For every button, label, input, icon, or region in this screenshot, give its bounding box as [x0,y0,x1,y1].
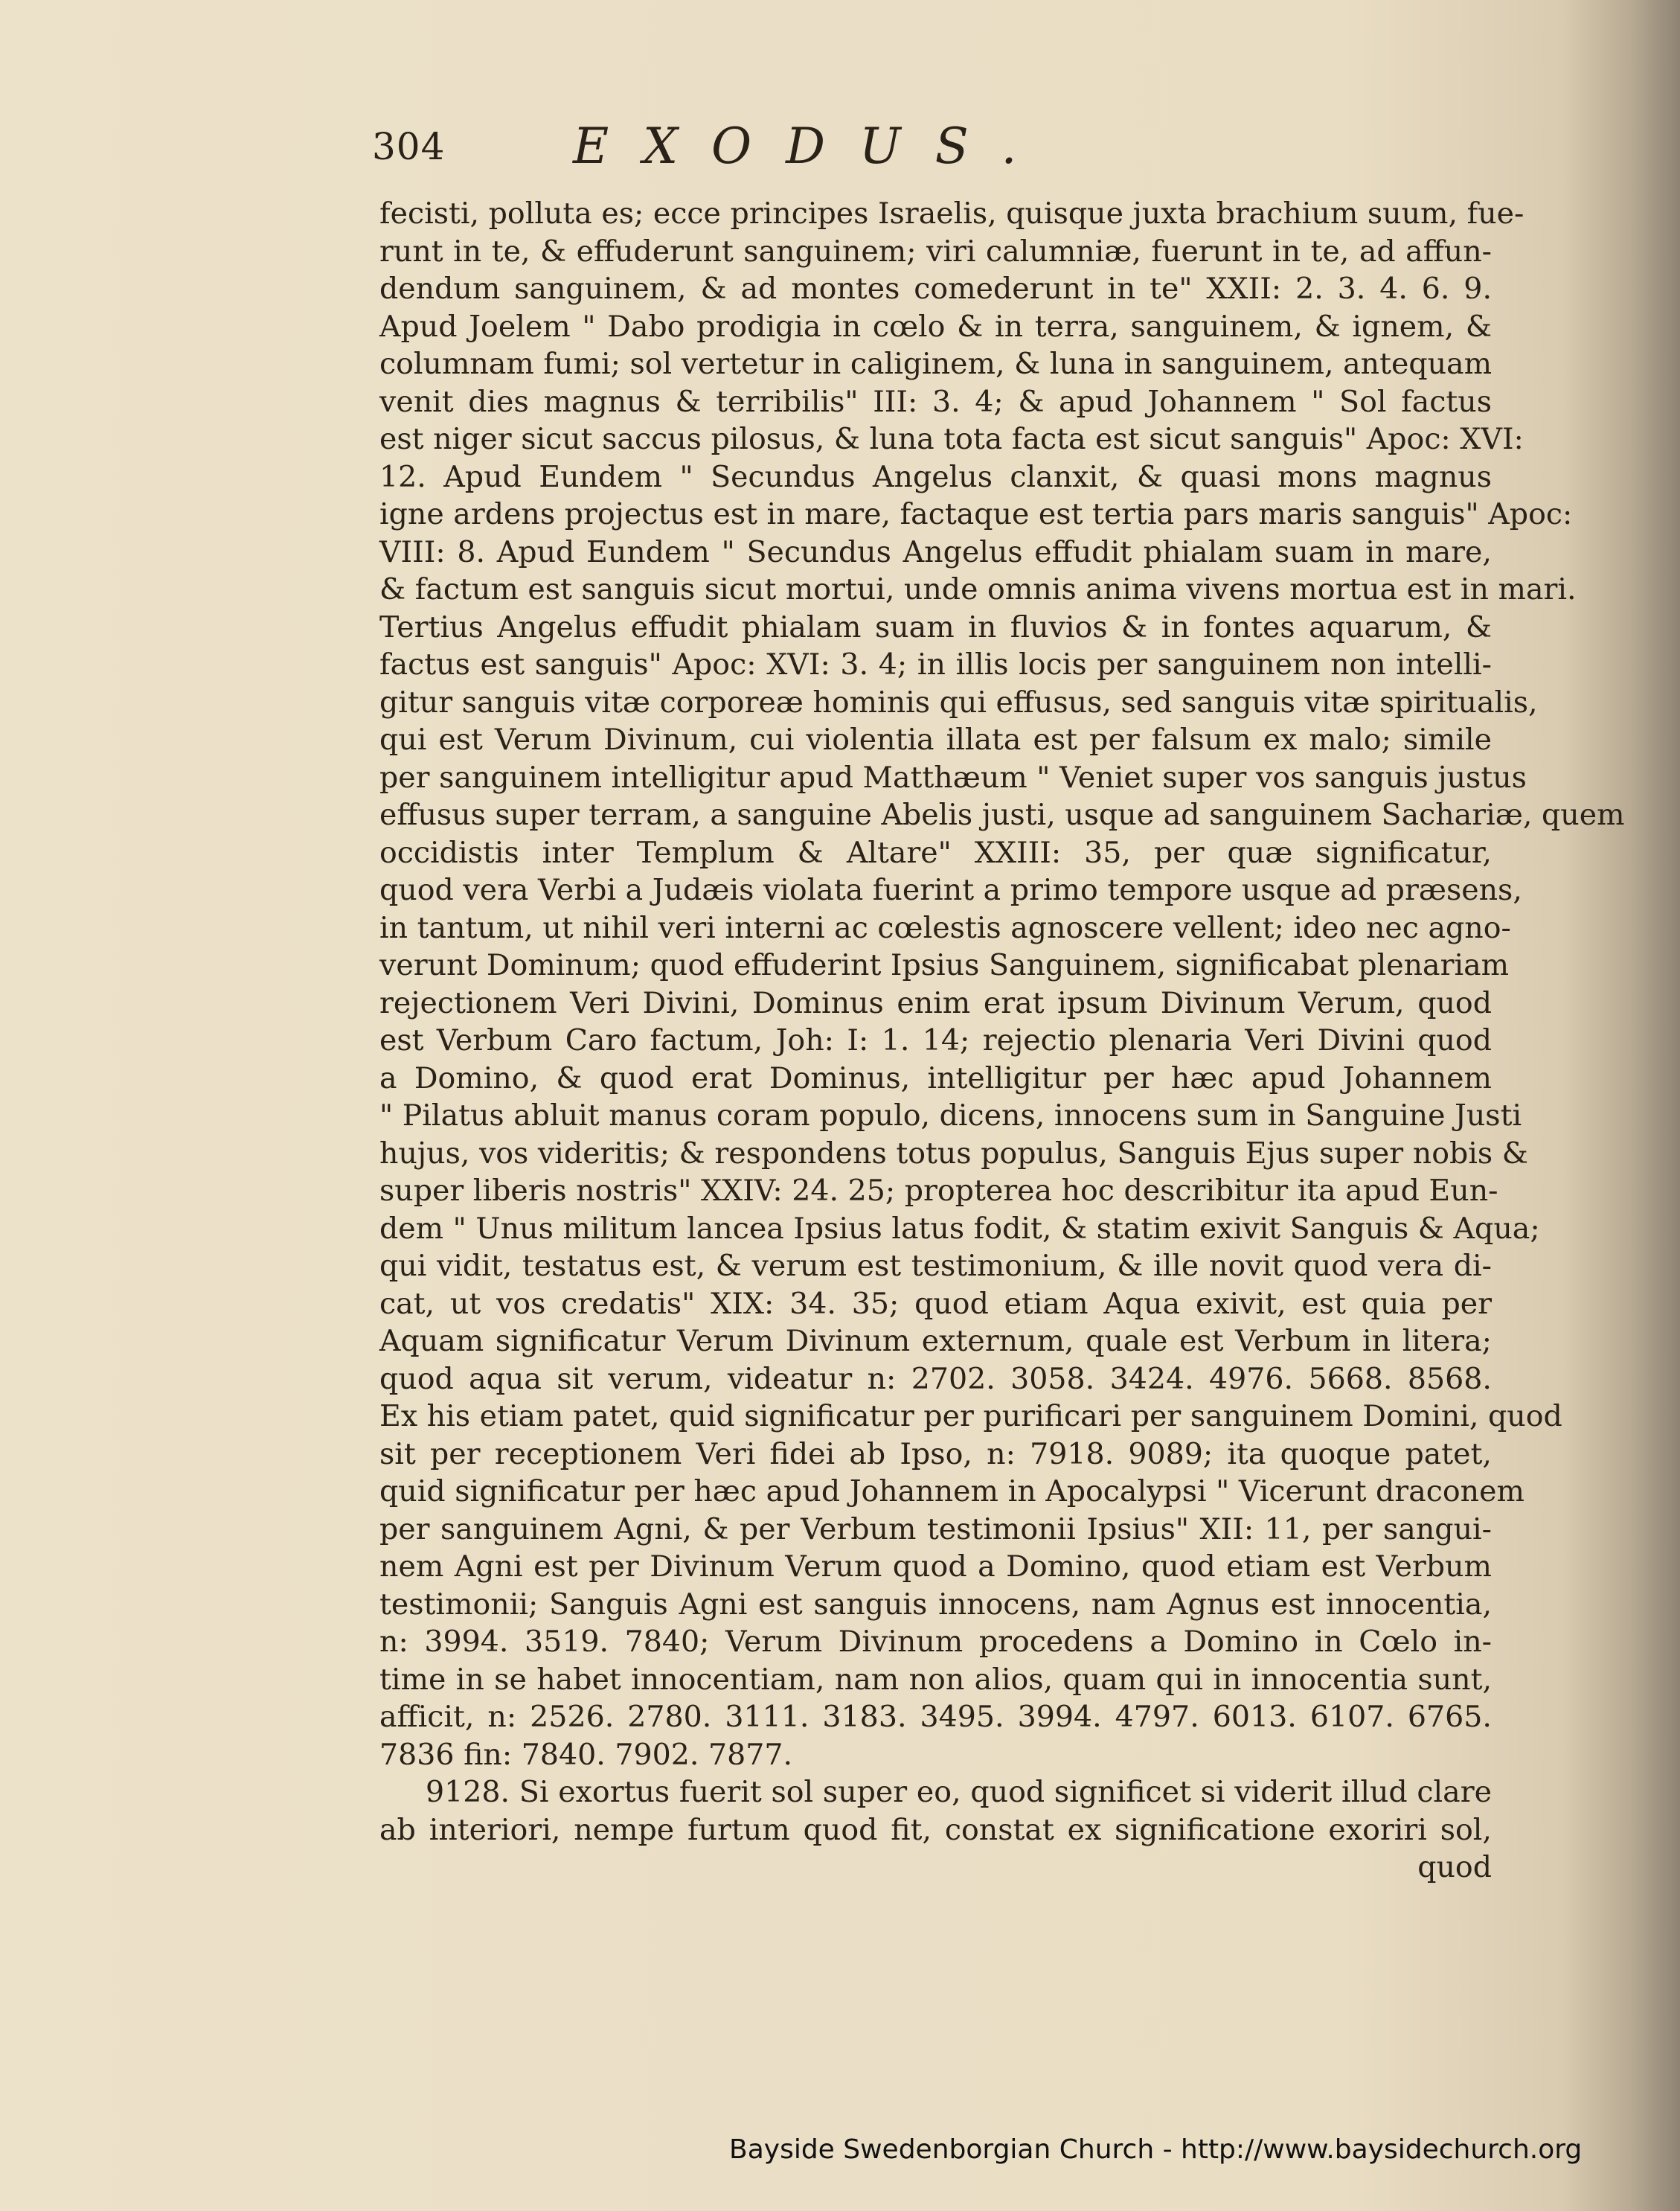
text-line: " Pilatus abluit manus coram populo, dicens, innocens sum in Sanguine Justi [379,1098,1522,1133]
text-line: n: 3994. 3519. 7840; Verum Divinum procedens a Domino in Cœlo in- [379,1625,1492,1659]
text-line: in tantum, ut nihil veri interni ac cœlestis agnoscere vellent; ideo nec agno- [379,910,1511,945]
text-line: 12. Apud Eundem " Secundus Angelus clanxit, & quasi mons magnus [379,459,1492,494]
text-line: fecisti, polluta es; ecce principes Israelis, quisque juxta brachium suum, fue- [379,196,1524,231]
text-line: testimonii; Sanguis Agni est sanguis innocens, nam Agnus est innocentia, [379,1587,1492,1622]
text-line: Tertius Angelus effudit phialam suam in fluvios & in fontes aquarum, & [379,609,1492,644]
text-line: rejectionem Veri Divini, Dominus enim erat ipsum Divinum Verum, quod [379,985,1492,1020]
text-line: 7836 fin: 7840. 7902. 7877. [379,1737,793,1772]
text-line: igne ardens projectus est in mare, factaque est tertia pars maris sanguis" Apoc: [379,497,1573,531]
text-line: est Verbum Caro factum, Joh: I: 1. 14; rejectio plenaria Veri Divini quod [379,1023,1492,1057]
text-line: per sanguinem Agni, & per Verbum testimonii Ipsius" XII: 11, per sangui- [379,1511,1492,1546]
text-line: VIII: 8. Apud Eundem " Secundus Angelus effudit phialam suam in mare, [379,534,1492,569]
text-line: gitur sanguis vitæ corporeæ hominis qui effusus, sed sanguis vitæ spiritualis, [379,685,1538,720]
text-line: super liberis nostris" XXIV: 24. 25; propterea hoc describitur ita apud Eun- [379,1174,1498,1208]
paragraph-9128-line: 9128. Si exortus fuerit sol super eo, quod significet si viderit illud clare [426,1775,1492,1809]
page-header [372,118,1488,185]
text-line: factus est sanguis" Apoc: XVI: 3. 4; in illis locis per sanguinem non intelli- [379,647,1492,682]
text-line: afficit, n: 2526. 2780. 3111. 3183. 3495. 3994. 4797. 6013. 6107. 6765. [379,1700,1492,1734]
text-line: est niger sicut saccus pilosus, & luna tota facta est sicut sanguis" Apoc: XVI: [379,422,1524,456]
text-line: venit dies magnus & terribilis" III: 3. 4; & apud Johannem " Sol factus [379,384,1492,419]
text-line: time in se habet innocentiam, nam non alios, quam qui in innocentia sunt, [379,1662,1492,1697]
text-line: per sanguinem intelligitur apud Matthæum " Veniet super vos sanguis justus [379,760,1527,795]
text-line: Ex his etiam patet, quid significatur per purificari per sanguinem Domini, quod [379,1399,1562,1433]
text-line: effusus super terram, a sanguine Abelis justi, usque ad sanguinem Sachariæ, quem [379,798,1625,832]
text-line: dem " Unus militum lancea Ipsius latus fodit, & statim exivit Sanguis & Aqua; [379,1211,1540,1246]
text-line: occidistis inter Templum & Altare" XXIII: 35, per quæ significatur, [379,835,1492,870]
text-line: Aquam significatur Verum Divinum externum, quale est Verbum in litera; [379,1324,1492,1358]
page-number: 304 [372,125,446,168]
text-line: cat, ut vos credatis" XIX: 34. 35; quod etiam Aqua exivit, est quia per [379,1286,1492,1321]
text-line: verunt Dominum; quod effuderint Ipsius Sanguinem, significabat plenariam [379,948,1510,982]
body-text [379,195,1625,1887]
footer-credit: Bayside Swedenborgian Church - http://www.baysidechurch.org [729,2134,1583,2165]
text-line: a Domino, & quod erat Dominus, intelligitur per hæc apud Johannem [379,1060,1492,1095]
text-line: Apud Joelem " Dabo prodigia in cœlo & in terra, sanguinem, & ignem, & [379,309,1492,344]
text-line: columnam fumi; sol vertetur in caliginem, & luna in sanguinem, antequam [379,347,1493,381]
text-line: hujus, vos videritis; & respondens totus populus, Sanguis Ejus super nobis & [379,1136,1528,1171]
text-line: sit per receptionem Veri fidei ab Ipso, n: 7918. 9089; ita quoque patet, [379,1436,1492,1471]
page-title: EXODUS. [573,118,1051,175]
text-line: dendum sanguinem, & ad montes comederunt in te" XXII: 2. 3. 4. 6. 9. [379,272,1492,306]
text-line: quod aqua sit verum, videatur n: 2702. 3058. 3424. 4976. 5668. 8568. [379,1361,1492,1396]
paragraph-9128-line: ab interiori, nempe furtum quod fit, constat ex significatione exoriri sol, [379,1812,1492,1847]
text-line: nem Agni est per Divinum Verum quod a Domino, quod etiam est Verbum [379,1549,1492,1584]
text-line: qui vidit, testatus est, & verum est testimonium, & ille novit quod vera di- [379,1249,1492,1283]
text-line: quid significatur per hæc apud Johannem in Apocalypsi " Vicerunt draconem [379,1474,1524,1508]
catchword: quod [1417,1850,1492,1884]
text-line: & factum est sanguis sicut mortui, unde omnis anima vivens mortua est in mari. [379,572,1577,607]
text-line: runt in te, & effuderunt sanguinem; viri calumniæ, fuerunt in te, ad affun- [379,234,1492,269]
text-line: quod vera Verbi a Judæis violata fuerint a primo tempore usque ad præsens, [379,873,1522,907]
text-line: qui est Verum Divinum, cui violentia illata est per falsum ex malo; simile [379,723,1492,757]
